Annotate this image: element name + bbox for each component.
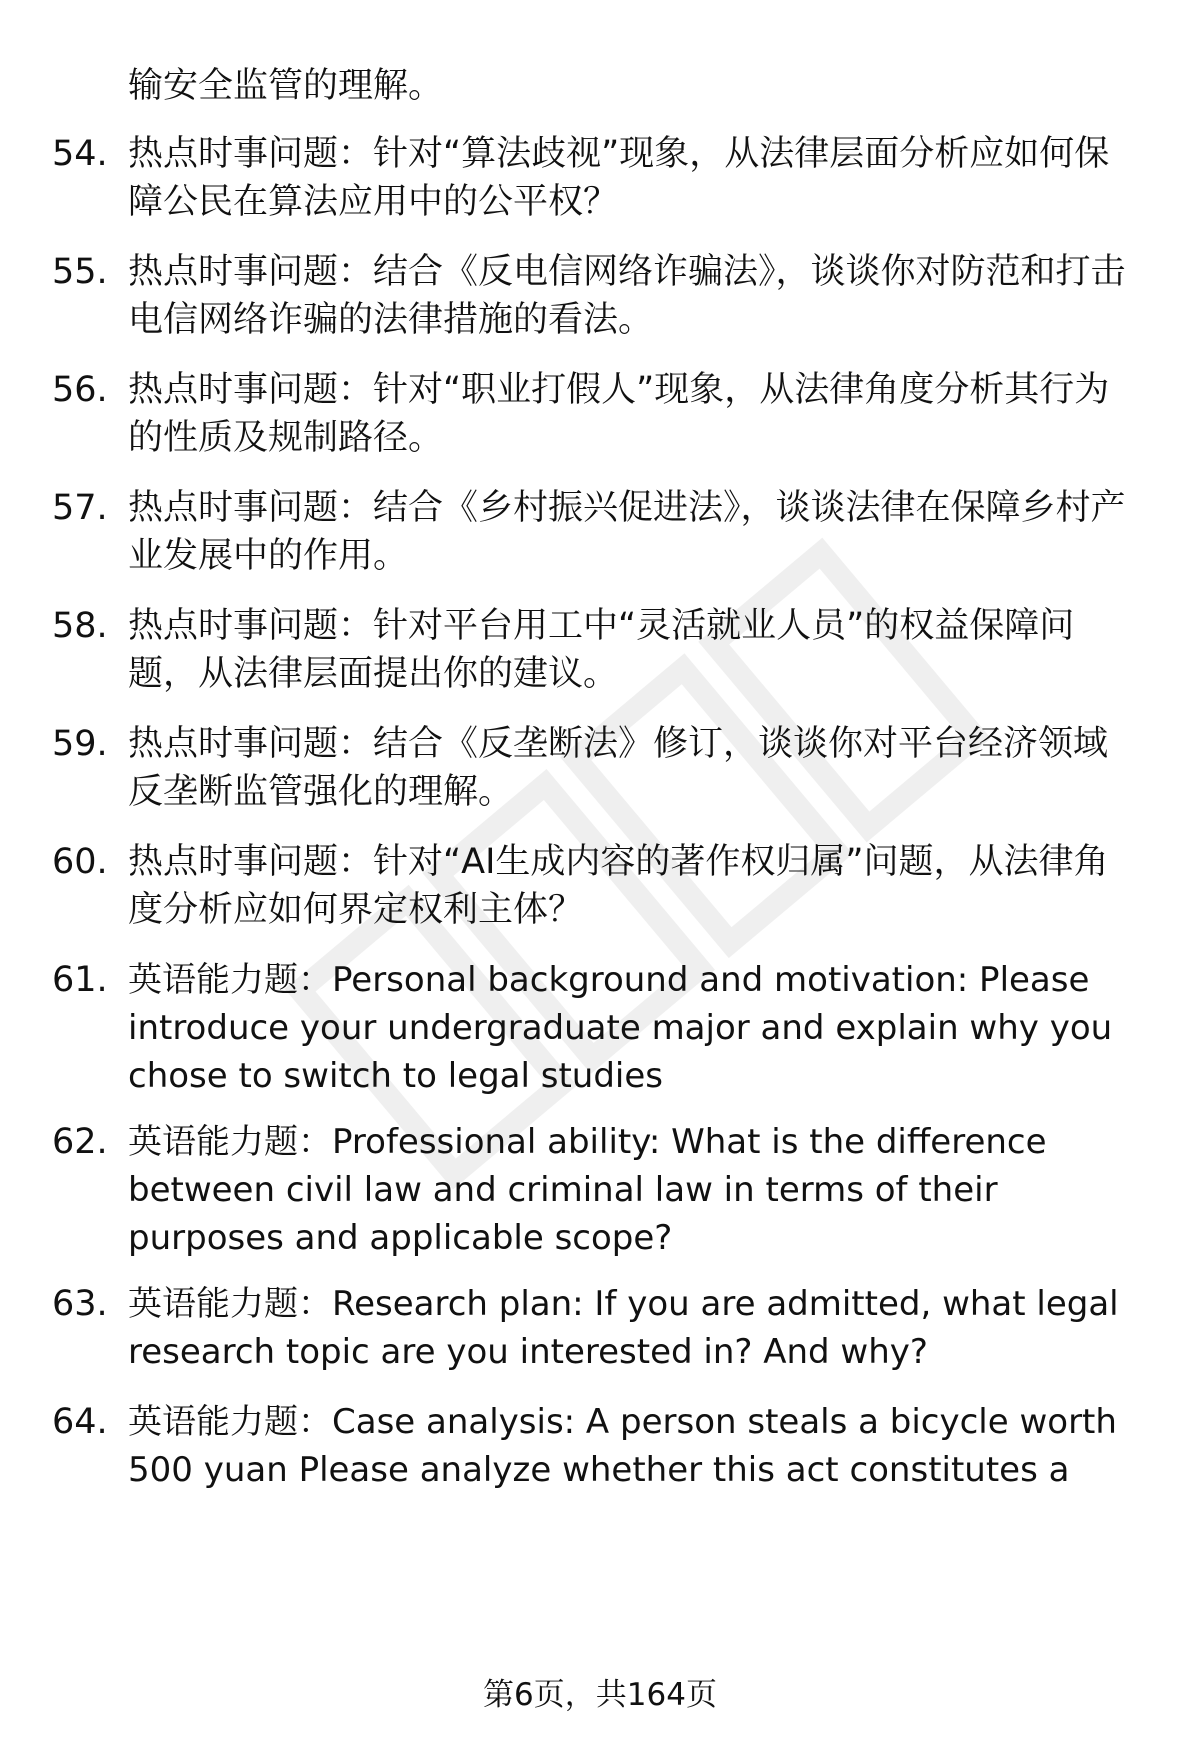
item-text: 英语能力题：Research plan: If you are admitted, what legal research topic are you interested in? And why? (128, 1284, 1119, 1372)
item-text: 热点时事问题：针对“算法歧视”现象，从法律层面分析应如何保障公民在算法应用中的公平权？ (128, 134, 1110, 222)
list-item (52, 1118, 1152, 1262)
list-item (52, 1280, 1152, 1376)
item-text: 热点时事问题：针对“AI生成内容的著作权归属”问题，从法律角度分析应如何界定权利主体？ (128, 842, 1109, 930)
list-item (52, 1398, 1152, 1494)
list-item (52, 838, 1152, 934)
item-number: 62. (52, 1122, 108, 1162)
item-text: 热点时事问题：针对“职业打假人”现象，从法律角度分析其行为的性质及规制路径。 (128, 370, 1110, 458)
item-number: 64. (52, 1402, 108, 1442)
item-number: 59. (52, 724, 108, 764)
list-item (52, 248, 1152, 344)
item-text: 英语能力题：Case analysis: A person steals a bicycle worth 500 yuan Please analyze whether this act constitutes a (128, 1402, 1117, 1490)
list-item (52, 602, 1152, 698)
item-number: 63. (52, 1284, 108, 1324)
item-number: 57. (52, 488, 108, 528)
list-item (52, 366, 1152, 462)
item-number: 56. (52, 370, 108, 410)
list-item (52, 130, 1152, 226)
list-item (52, 956, 1152, 1100)
list-item (52, 720, 1152, 816)
list-item (52, 484, 1152, 580)
page-footer: 第6页，共164页 (483, 1677, 717, 1713)
item-text: 热点时事问题：结合《乡村振兴促进法》，谈谈法律在保障乡村产业发展中的作用。 (128, 488, 1126, 576)
item-text: 热点时事问题：针对平台用工中“灵活就业人员”的权益保障问题，从法律层面提出你的建议。 (128, 606, 1075, 694)
item-number: 54. (52, 134, 108, 174)
item-number: 60. (52, 842, 108, 882)
item-text: 英语能力题：Professional ability: What is the difference between civil law and criminal law in terms of their purposes and applicable scope? (128, 1122, 1047, 1258)
item-text: 热点时事问题：结合《反电信网络诈骗法》，谈谈你对防范和打击电信网络诈骗的法律措施的看法。 (128, 252, 1126, 340)
item-text: 英语能力题：Personal background and motivation: Please introduce your undergraduate major and explain why you chose to switch to legal studies (128, 960, 1113, 1096)
item-number: 58. (52, 606, 108, 646)
item-text: 热点时事问题：结合《反垄断法》修订，谈谈你对平台经济领域反垄断监管强化的理解。 (128, 724, 1109, 812)
item-number: 55. (52, 252, 108, 292)
continued-text: 输安全监管的理解。 (128, 66, 444, 106)
item-number: 61. (52, 960, 108, 1000)
